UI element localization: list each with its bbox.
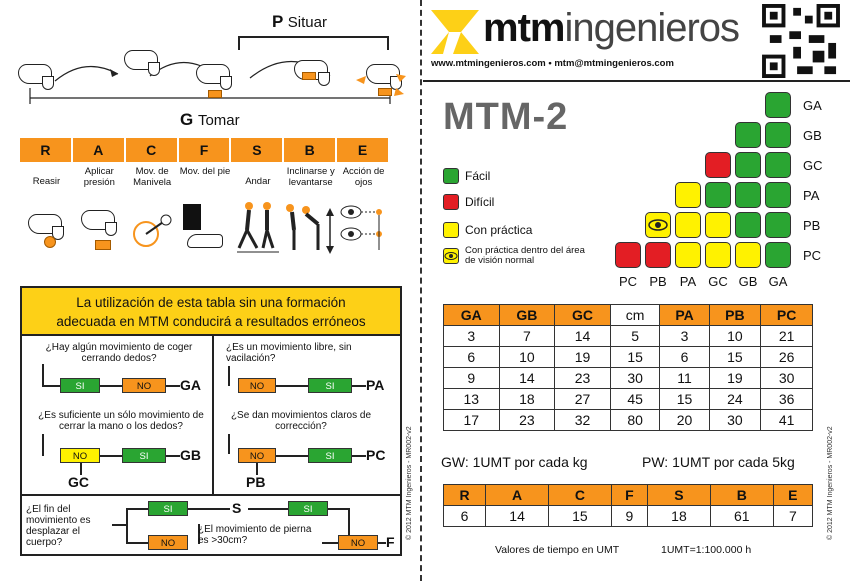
table-cell: 14 (486, 506, 549, 527)
flow-line (228, 366, 230, 386)
crank-icon (126, 200, 179, 256)
yes-box: SI (122, 448, 166, 463)
matrix-cell (675, 212, 701, 238)
flow-line (322, 542, 338, 544)
motion-code: R (20, 138, 71, 162)
result-gb: GB (180, 447, 201, 463)
motion-code: B (284, 138, 335, 162)
table-row (444, 410, 813, 431)
flow-line (42, 434, 44, 456)
brand-name: mtmingenieros (483, 6, 740, 50)
mtm-logo-icon (431, 10, 479, 54)
hand-icon (14, 58, 56, 90)
no-box: NO (338, 535, 378, 550)
table-cell: 23 (555, 368, 611, 389)
col-label: GC (708, 274, 728, 289)
eye-icon (444, 249, 458, 263)
matrix-cell (705, 212, 731, 238)
gw-note: GW: 1UMT por cada kg (441, 454, 588, 470)
table-cell: 11 (660, 368, 709, 389)
table-row (444, 347, 813, 368)
matrix-cell (705, 152, 731, 178)
col-label: PB (649, 274, 667, 289)
table-row (444, 368, 813, 389)
matrix-cell (675, 182, 701, 208)
result-pb: PB (246, 474, 266, 490)
apply-pressure-icon (73, 200, 126, 256)
other-motions-table (443, 484, 813, 527)
result-s: S (232, 500, 242, 516)
motion-desc: Andar (245, 176, 271, 187)
flow-line (378, 542, 386, 544)
row-label: GB (803, 128, 822, 143)
table-cell: 32 (555, 410, 611, 431)
table-cell: 26 (761, 347, 813, 368)
flow-line (166, 385, 180, 387)
no-box: NO (122, 378, 166, 393)
col-label: PC (618, 274, 638, 289)
flow-line (126, 542, 148, 544)
right-panel (423, 0, 850, 581)
row-label: PB (803, 218, 821, 233)
table-header: B (710, 485, 773, 506)
part-block (302, 72, 316, 80)
row-label: GC (803, 158, 823, 173)
flow-line (248, 508, 288, 510)
table-cell: 24 (709, 389, 761, 410)
decision-rules-box (20, 286, 402, 556)
umt-definition: 1UMT=1:100.000 h (661, 544, 752, 556)
hand-icon (290, 54, 332, 86)
header-rule (423, 80, 850, 82)
no-box: NO (238, 448, 276, 463)
table-cell: 19 (709, 368, 761, 389)
question-body-move: ¿El fin del movimiento es desplazar el cuerpo? (26, 504, 91, 548)
yes-box: SI (288, 501, 328, 516)
warning-line: La utilización de esta tabla sin una formación (76, 295, 346, 310)
matrix-cell (765, 92, 791, 118)
matrix-cell (765, 212, 791, 238)
legend-practice-vision: Con práctica dentro del área de visión normal (443, 246, 593, 266)
legend-practice: Con práctica (443, 222, 532, 238)
table-cell: 80 (610, 410, 660, 431)
no-box: NO (148, 535, 188, 550)
table-cell: 21 (761, 326, 813, 347)
yes-box: SI (148, 501, 188, 516)
table-cell: 5 (610, 326, 660, 347)
table-cell: 3 (444, 326, 500, 347)
table-cell: 61 (710, 506, 773, 527)
col-label: GA (768, 274, 788, 289)
question-get: ¿Hay algún movimiento de coger cerrando dedos? (45, 342, 193, 364)
matrix-cell (735, 212, 761, 238)
table-row (444, 389, 813, 410)
table-cell: 10 (709, 326, 761, 347)
table-cell: 7 (773, 506, 812, 527)
table-cell: 15 (548, 506, 611, 527)
table-cell: 18 (648, 506, 711, 527)
table-cell: 9 (444, 368, 500, 389)
matrix-cell (735, 122, 761, 148)
matrix-cell (735, 242, 761, 268)
table-cell: 23 (499, 410, 555, 431)
matrix-cell (645, 212, 671, 238)
page-title: MTM-2 (443, 96, 569, 138)
legend-easy: Fácil (443, 168, 490, 184)
table-cell: 15 (610, 347, 660, 368)
yes-box: SI (308, 378, 352, 393)
matrix-cell (615, 242, 641, 268)
col-label: GB (738, 274, 758, 289)
table-cell: 13 (444, 389, 500, 410)
question-correction: ¿Se dan movimientos claros de corrección? (230, 410, 372, 432)
table-header: GB (499, 305, 555, 326)
motion-desc: Inclinarse y levantarse (286, 166, 335, 188)
hand-icon (192, 58, 234, 90)
place-arrows-icon (352, 70, 410, 100)
question-close-hand: ¿Es suficiente un sólo movimiento de cerrar la mano o los dedos? (38, 410, 204, 432)
time-table (443, 304, 813, 431)
motion-desc: Mov. de Manivela (133, 166, 172, 188)
pw-note: PW: 1UMT por cada 5kg (642, 454, 795, 470)
eye-icon (646, 213, 670, 237)
col-label: PA (679, 274, 697, 289)
bend-icon (284, 200, 337, 256)
row-label: PA (803, 188, 820, 203)
foot-icon (179, 200, 232, 256)
flow-line (352, 455, 366, 457)
flow-line (100, 385, 122, 387)
contact-info: www.mtmingenieros.com • mtm@mtmingenieros.com (431, 58, 674, 69)
table-header: F (611, 485, 647, 506)
table-header: A (486, 485, 549, 506)
table-header: PC (761, 305, 813, 326)
matrix-cell (735, 152, 761, 178)
cut-line (420, 0, 422, 581)
flow-line (328, 508, 348, 510)
table-cell: 30 (761, 368, 813, 389)
matrix-cell (705, 182, 731, 208)
table-cell: 14 (499, 368, 555, 389)
flow-line (42, 385, 62, 387)
left-panel (0, 0, 420, 581)
get-label: G Tomar (180, 110, 240, 129)
row-label: PC (803, 248, 822, 263)
result-ga: GA (180, 377, 201, 393)
table-cell: 3 (660, 326, 709, 347)
box-divider (22, 494, 400, 496)
table-cell: 41 (761, 410, 813, 431)
motion-pictograms (20, 200, 390, 256)
table-cell: 15 (709, 347, 761, 368)
units-note: Valores de tiempo en UMT (495, 544, 620, 556)
flow-line (100, 455, 122, 457)
copyright-side: © 2012 MTM Ingenieros - MR002-v2 (406, 426, 413, 540)
no-box: NO (238, 378, 276, 393)
warning-line: adecuada en MTM conducirá a resultados erróneos (56, 314, 366, 329)
regrasp-icon (20, 200, 73, 256)
table-header: S (648, 485, 711, 506)
table-header: PA (660, 305, 709, 326)
motion-desc: Reasir (32, 176, 61, 187)
flow-line (126, 508, 128, 542)
table-header: C (548, 485, 611, 506)
question-free-move: ¿Es un movimiento libre, sin vacilación? (226, 342, 352, 364)
flow-line (42, 364, 44, 386)
table-header: GA (444, 305, 500, 326)
table-cell: 17 (444, 410, 500, 431)
motion-desc: Acción de ojos (342, 166, 385, 188)
matrix-cell (735, 182, 761, 208)
matrix-cell (765, 152, 791, 178)
qr-code-icon[interactable] (761, 4, 841, 78)
part-block (208, 90, 222, 98)
table-cell: 7 (499, 326, 555, 347)
motion-code-row (20, 138, 390, 162)
matrix-cell (765, 122, 791, 148)
table-header: PB (709, 305, 761, 326)
copyright-side: © 2012 MTM Ingenieros - MR002-v2 (827, 426, 834, 540)
table-cell: 20 (660, 410, 709, 431)
walk-icon (231, 200, 284, 256)
table-cell: 6 (444, 506, 486, 527)
matrix-cell (705, 242, 731, 268)
flow-line (228, 434, 230, 454)
result-pa: PA (366, 377, 385, 393)
table-cell: 6 (660, 347, 709, 368)
motion-code: E (337, 138, 388, 162)
table-cell: 10 (499, 347, 555, 368)
table-cell: 27 (555, 389, 611, 410)
table-cell: 15 (660, 389, 709, 410)
no-box: NO (60, 448, 100, 463)
flow-line (112, 524, 126, 526)
table-cell: 30 (709, 410, 761, 431)
matrix-cell (765, 182, 791, 208)
motion-desc: Mov. del pie (179, 166, 231, 177)
flow-line (276, 385, 308, 387)
table-cell: 19 (555, 347, 611, 368)
eye-action-icon (337, 200, 390, 256)
matrix-cell (765, 242, 791, 268)
box-divider (212, 336, 214, 496)
legend-hard: Difícil (443, 194, 494, 210)
table-cell: 18 (499, 389, 555, 410)
hand-icon (120, 44, 162, 76)
motion-desc: Aplicar presión (83, 166, 115, 188)
table-cell: 30 (610, 368, 660, 389)
flow-line (188, 508, 230, 510)
result-pc: PC (366, 447, 386, 463)
motion-desc-row (20, 166, 390, 188)
table-header: R (444, 485, 486, 506)
table-header: GC (555, 305, 611, 326)
yes-box: SI (308, 448, 352, 463)
flow-line (352, 385, 366, 387)
table-cell: 6 (444, 347, 500, 368)
warning-banner (22, 288, 400, 336)
table-cell: 45 (610, 389, 660, 410)
table-cell: 36 (761, 389, 813, 410)
table-row (444, 326, 813, 347)
question-leg-move: ¿El movimiento de pierna es >30cm? (198, 524, 312, 546)
flow-line (166, 455, 180, 457)
result-gc: GC (68, 474, 89, 490)
table-cell: 9 (611, 506, 647, 527)
motion-code: S (231, 138, 282, 162)
flow-line (276, 455, 308, 457)
table-header: cm (610, 305, 660, 326)
yes-box: SI (60, 378, 100, 393)
motion-code: C (126, 138, 177, 162)
place-label: P Situar (272, 12, 327, 31)
flow-line (126, 508, 148, 510)
motion-code: A (73, 138, 124, 162)
result-f: F (386, 534, 395, 550)
table-cell: 14 (555, 326, 611, 347)
motion-code: F (179, 138, 230, 162)
matrix-cell (675, 242, 701, 268)
table-header: E (773, 485, 812, 506)
row-label: GA (803, 98, 822, 113)
matrix-cell (645, 242, 671, 268)
